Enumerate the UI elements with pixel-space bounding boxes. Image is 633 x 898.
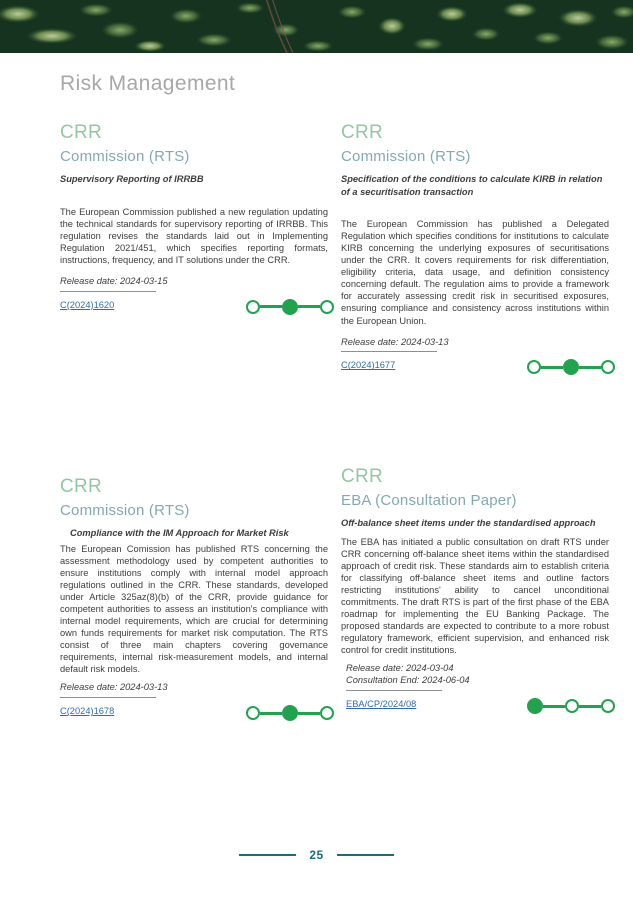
card-issuer: Commission (RTS) — [60, 501, 190, 519]
stepper-connector-2 — [579, 705, 601, 708]
stepper-connector-1 — [543, 705, 565, 708]
card-regulation-tag: CRR — [341, 122, 384, 143]
release-date: Release date: 2024-03-15 — [60, 276, 168, 286]
stepper-dot-3[interactable] — [320, 706, 334, 720]
page-footer — [0, 848, 633, 862]
card-footer — [60, 276, 328, 313]
release-date: Release date: 2024-03-13 — [60, 682, 168, 693]
card-subject: Supervisory Reporting of IRRBB — [60, 174, 204, 185]
divider — [346, 690, 442, 691]
card-regulation-tag: CRR — [60, 476, 103, 497]
regulation-card — [341, 122, 609, 373]
card-subject: Off-balance sheet items under the standardised approach — [341, 518, 596, 529]
stepper-dot-3[interactable] — [601, 360, 615, 374]
card-footer — [341, 337, 609, 374]
card-body-text: The EBA has initiated a public consultation on draft RTS under CRR concerning off-balance sheet items within the standardised approach of credit risk. These standards aim to establish criteria for classifying off-balance sheet items and outline factors restricting institutions' ability to cancel unconditional commitments. The draft RTS is part of the first phase of the EBA roadmap for implementing the EU Banking Package. The proposed standards are expected to contribute to a more robust regulatory framework, efficient supervision, and enhanced risk control for credit institutions. — [341, 536, 609, 656]
card-body-text: The European Commission published a new regulation updating the technical standards for supervisory reporting of IRRBB. This regulation revises the standards laid out in Implementing Regulation 2021/451, which specifies reporting formats, instructions, frequency, and IT solutions under the CRR. — [60, 206, 328, 265]
stepper-dot-2[interactable] — [563, 359, 579, 375]
consultation-end-date: Consultation End: 2024-06-04 — [346, 675, 470, 686]
regulation-card — [60, 476, 328, 719]
stepper-dot-2[interactable] — [282, 299, 298, 315]
stepper-connector-1 — [260, 712, 282, 715]
stepper-dot-2[interactable] — [565, 699, 579, 713]
document-reference-link[interactable]: C(2024)1620 — [60, 299, 115, 310]
card-issuer: Commission (RTS) — [60, 147, 190, 165]
card-issuer: EBA (Consultation Paper) — [341, 491, 517, 509]
status-stepper[interactable] — [246, 299, 334, 315]
regulation-card — [60, 122, 328, 313]
status-stepper[interactable] — [527, 698, 615, 714]
document-reference-link[interactable]: C(2024)1677 — [341, 360, 396, 371]
stepper-connector-1 — [541, 366, 563, 369]
status-stepper[interactable] — [246, 705, 334, 721]
divider — [60, 697, 156, 698]
stepper-connector-1 — [260, 305, 282, 308]
document-reference-link[interactable]: C(2024)1678 — [60, 706, 115, 717]
stepper-dot-1[interactable] — [527, 360, 541, 374]
stepper-dot-1[interactable] — [246, 300, 260, 314]
card-regulation-tag: CRR — [60, 122, 103, 143]
release-date: Release date: 2024-03-13 — [341, 336, 449, 347]
card-subject: Compliance with the IM Approach for Market Risk — [70, 528, 289, 539]
stepper-connector-2 — [298, 305, 320, 308]
divider — [341, 351, 437, 352]
status-stepper[interactable] — [527, 359, 615, 375]
footer-rule-left — [239, 854, 296, 856]
card-issuer: Commission (RTS) — [341, 147, 471, 165]
stepper-dot-3[interactable] — [320, 300, 334, 314]
stepper-connector-2 — [298, 712, 320, 715]
release-date: Release date: 2024-03-04 — [346, 663, 454, 674]
footer-rule-right — [337, 854, 394, 856]
card-footer — [60, 682, 328, 719]
card-regulation-tag: CRR — [341, 466, 384, 487]
card-footer — [341, 663, 609, 712]
divider — [60, 291, 156, 292]
stepper-dot-2[interactable] — [282, 705, 298, 721]
stepper-dot-1[interactable] — [527, 698, 543, 714]
card-subject: Specification of the conditions to calculate KIRB in relation of a securitisation transaction — [341, 174, 603, 197]
regulation-card — [341, 466, 609, 712]
stepper-dot-1[interactable] — [246, 706, 260, 720]
stepper-dot-3[interactable] — [601, 699, 615, 713]
card-body-text: The European Commission has published a Delegated Regulation which specifies conditions for institutions to calculate KIRB concerning the underlying exposures of securitisations under the CRR. It covers requirements for risk differentiation, eligibility criteria, data usage, and definition consistency concerning default. The regulation aims to provide a framework for accurately assessing credit risk in securitised exposures, ensuring compliance and consistency across institutions within the European Union. — [341, 218, 609, 326]
stepper-connector-2 — [579, 366, 601, 369]
page-title: Risk Management — [60, 72, 236, 95]
document-reference-link[interactable]: EBA/CP/2024/08 — [346, 699, 417, 710]
page-number: 25 — [309, 848, 324, 862]
card-body-text: The European Comission has published RTS concerning the assessment methodology used by competent authorities to ensure institutions comply with internal model approach regulations outlined in the CRR. These standards, developed under Article 325az(8)(b) of the CRR, provide guidance for competent authorities to assess an institution's compliance with internal model requirements, which are crucial for determining own funds requirements for market risk computation. The RTS consist of three main chapters covering governance requirements, internal risk-measurement models, and internal default risk models. — [60, 543, 328, 675]
